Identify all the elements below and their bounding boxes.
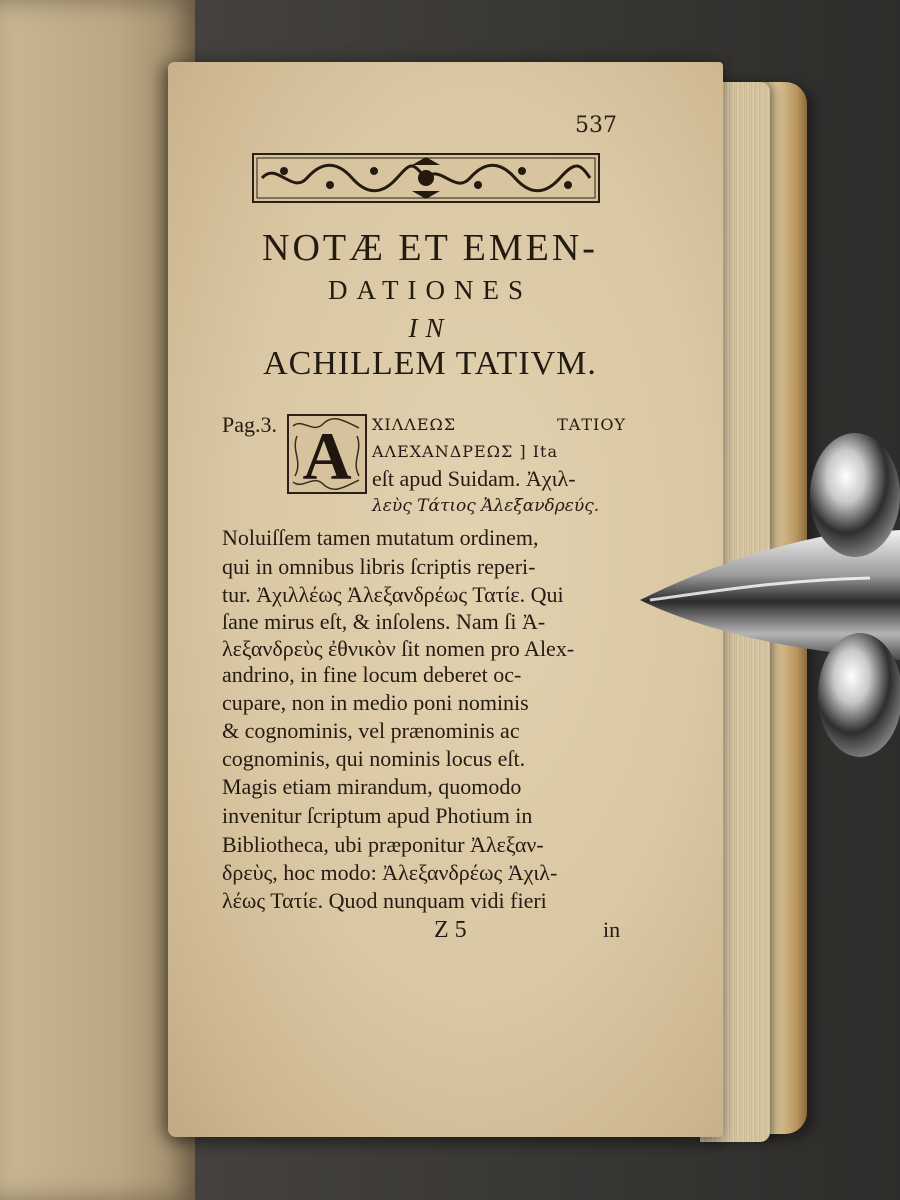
body-line-10: andrino, in fine locum deberet oc- xyxy=(222,662,522,687)
body-line-1 xyxy=(372,410,626,440)
body-line-18: λέως Τατίε. Quod nunquam vidi fieri xyxy=(222,888,547,913)
title-line-4: ACHILLEM TATIVM. xyxy=(263,345,597,382)
chrome-book-stand xyxy=(640,420,900,770)
body-line-8: ſane mirus eſt, & inſolens. Nam ſi Ἀ- xyxy=(222,609,546,634)
title-line-2: DATIONES xyxy=(328,275,532,305)
body-line-7: tur. Ἀχιλλέως Ἀλεξανδρέως Τατίε. Qui xyxy=(222,582,564,607)
body-line-16: Bibliotheca, ubi præponitur Ἀλεξαν- xyxy=(222,832,544,857)
body-line-13: cognominis, qui nominis locus eſt. xyxy=(222,746,526,771)
body-line-15: invenitur ſcriptum apud Photium in xyxy=(222,803,533,828)
body-line-1-word-2: ΤΑΤΙΟΥ xyxy=(557,415,626,434)
title-line-3: IN xyxy=(408,313,452,343)
body-line-1-word-1: ΧΙΛΛΕΩΣ xyxy=(372,415,457,434)
ornamental-headpiece xyxy=(252,153,600,203)
body-line-6: qui in omnibus libris ſcriptis reperi- xyxy=(222,554,536,579)
body-line-11: cupare, non in medio poni nominis xyxy=(222,690,529,715)
body-line-12: & cognominis, vel prænominis ac xyxy=(222,718,520,743)
body-line-5: Noluiſſem tamen mutatum ordinem, xyxy=(222,525,539,550)
facing-page-left xyxy=(0,0,195,1200)
decorated-initial xyxy=(287,414,367,494)
body-line-14: Magis etiam mirandum, quomodo xyxy=(222,774,522,799)
body-line-2: ΑΛΕΧΑΝΔΡΕΩΣ ] Ita xyxy=(372,442,559,461)
catchword: in xyxy=(603,917,621,942)
initial-letter: A xyxy=(302,418,352,494)
body-line-3: eſt apud Suidam. Ἀχιλ- xyxy=(372,466,576,491)
body-line-4: λεὺς Τάτιος Ἀλεξανδρεύς. xyxy=(372,496,600,516)
page-number: 537 xyxy=(575,113,617,138)
title-line-1: NOTÆ ET EMEN- xyxy=(262,227,598,269)
body-line-1a: Pag.3. xyxy=(222,412,277,437)
body-line-17: δρεὺς, hoc modo: Ἀλεξανδρέως Ἀχιλ- xyxy=(222,860,558,885)
signature-mark: Z 5 xyxy=(434,917,467,943)
body-line-9: λεξανδρεὺς ἐθνικὸν ſit nomen pro Alex- xyxy=(222,636,575,661)
